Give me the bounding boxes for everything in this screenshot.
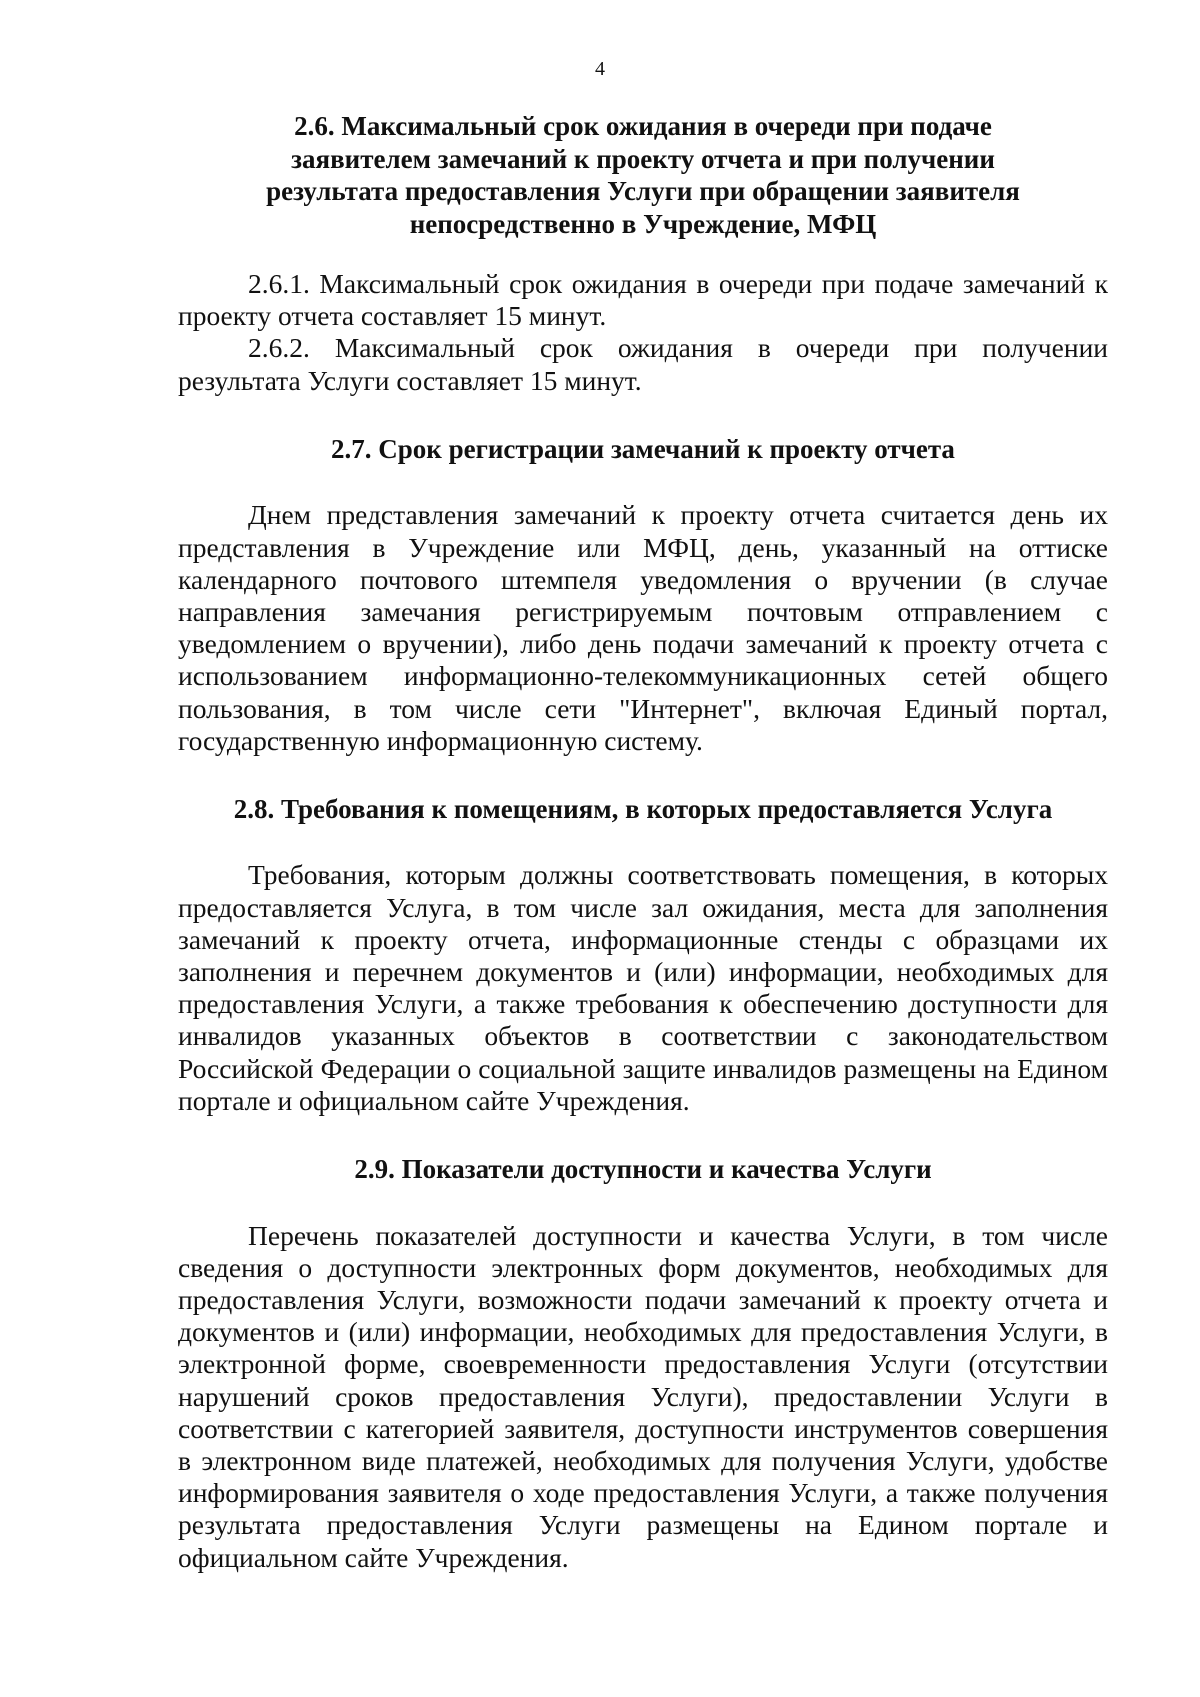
section-heading-2-8: 2.8. Требования к помещениям, в которых предоставляется Услуга <box>233 793 1053 824</box>
section-heading-2-7: 2.7. Срок регистрации замечаний к проекту отчета <box>331 433 955 464</box>
document-body <box>178 110 1108 1574</box>
paragraph-2-7: Днем представления замечаний к проекту отчета считается день их представления в Учреждение или МФЦ, день, указанный на оттиске календарного почтового штемпеля уведомления о вручении (в случае направления замечания регистрируемым почтовым отправлением с уведомлением о вручении), либо день подачи замечаний к проекту отчета с использованием информационно-телекоммуникационных сетей общего пользования, в том числе сети "Интернет", включая Единый портал, государственную информационную систему. <box>178 499 1108 756</box>
paragraph-2-6-1: 2.6.1. Максимальный срок ожидания в очереди при подаче замечаний к проекту отчета составляет 15 минут. <box>178 268 1108 332</box>
page-number: 4 <box>595 58 605 80</box>
paragraph-2-6-2: 2.6.2. Максимальный срок ожидания в очереди при получении результата Услуги составляет 15 минут. <box>178 332 1108 396</box>
paragraph-2-9: Перечень показателей доступности и качества Услуги, в том числе сведения о доступности электронных форм документов, необходимых для предоставления Услуги, возможности подачи замечаний к проекту отчета и документов и (или) информации, необходимых для предоставления Услуги, в электронной форме, своевременности предоставления Услуги (отсутствии нарушений сроков предоставления Услуги), предоставлении Услуги в соответствии с категорией заявителя, доступности инструментов совершения в электронном виде платежей, необходимых для получения Услуги, удобстве информирования заявителя о ходе предоставления Услуги, а также получения результата предоставления Услуги размещены на Едином портале и официальном сайте Учреждения. <box>178 1219 1108 1573</box>
section-heading-2-9: 2.9. Показатели доступности и качества Услуги <box>354 1154 932 1185</box>
section-heading-2-6: 2.6. Максимальный срок ожидания в очереди при подаче заявителем замечаний к проекту отчета и при получении результата предоставления Услуги при обращении заявителя непосредственно в Учреждение, МФЦ <box>266 111 1020 239</box>
paragraph-2-8: Требования, которым должны соответствовать помещения, в которых предоставляется Услуга, в том числе зал ожидания, места для заполнения замечаний к проекту отчета, информационные стенды с образцами их заполнения и перечнем документов и (или) информации, необходимых для предоставления Услуги, а также требования к обеспечению доступности для инвалидов указанных объектов в соответствии с законодательством Российской Федерации о социальной защите инвалидов размещены на Едином портале и официальном сайте Учреждения. <box>178 859 1108 1116</box>
